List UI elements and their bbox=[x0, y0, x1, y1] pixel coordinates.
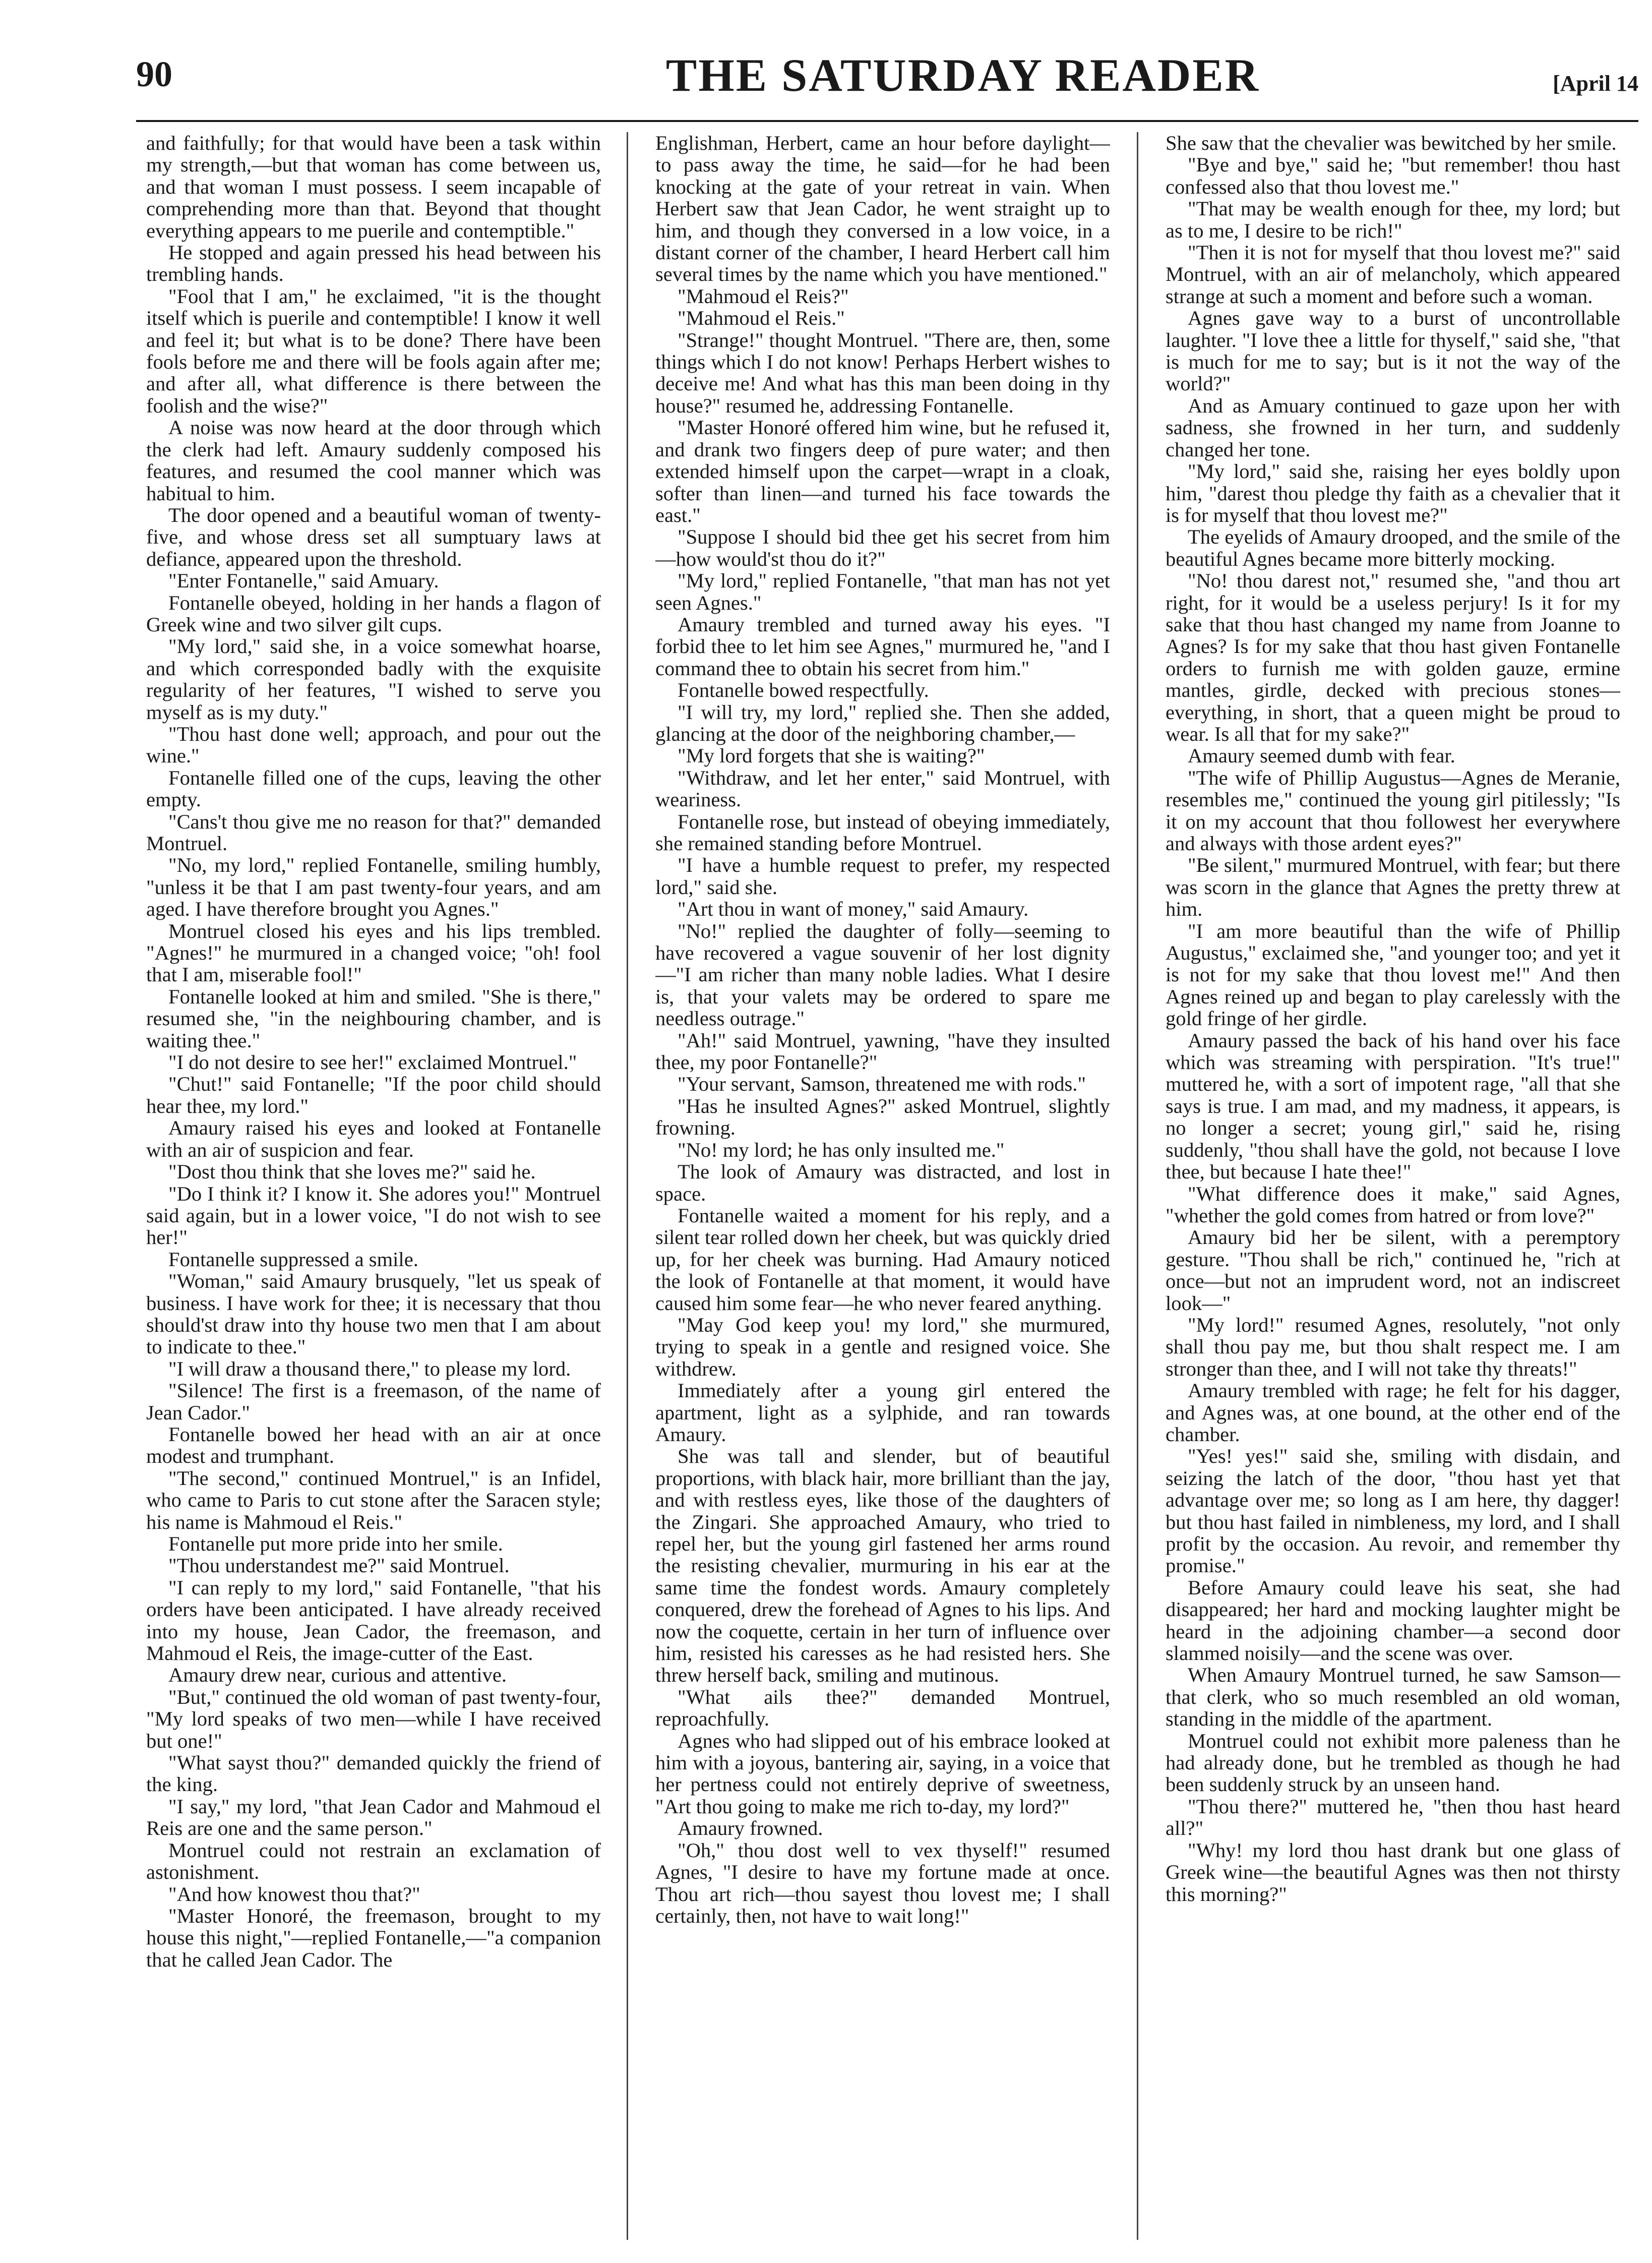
text-column-2 bbox=[655, 132, 1110, 2240]
paragraph: Montruel could not exhibit more paleness than he had already done, but he trembled as though he had been suddenly struck by an unseen hand. bbox=[1166, 1729, 1620, 1796]
paragraph: Montruel closed his eyes and his lips trembled. "Agnes!" he murmured in a changed voice; "oh! fool that I am, miserable fool!" bbox=[146, 919, 601, 986]
paragraph: "I say," my lord, "that Jean Cador and Mahmoud el Reis are one and the same person." bbox=[146, 1795, 601, 1840]
paragraph: "Chut!" said Fontanelle; "If the poor child should hear thee, my lord." bbox=[146, 1073, 601, 1117]
paragraph: "No, my lord," replied Fontanelle, smiling humbly, "unless it be that I am past twenty-four years, and am aged. I have therefore brought you Agnes." bbox=[146, 854, 601, 921]
paragraph: Amaury passed the back of his hand over his face which was streaming with perspiration. "It's true!" muttered he, with a sort of impotent rage, "all that she says is true. I am mad, and my madness, it appears, is no longer a secret; young girl," said he, rising suddenly, "thou shall have the gold, not because I love thee, but because I hate thee!" bbox=[1166, 1029, 1620, 1183]
paragraph: "Enter Fontanelle," said Amuary. bbox=[168, 569, 439, 592]
paragraph: "Mahmoud el Reis?" bbox=[678, 284, 849, 308]
paragraph: "Your servant, Samson, threatened me with rods." bbox=[678, 1073, 1086, 1096]
paragraph: "My lord forgets that she is waiting?" bbox=[678, 744, 985, 767]
paragraph: Amaury drew near, curious and attentive. bbox=[168, 1663, 507, 1687]
paragraph: "Then it is not for myself that thou lovest me?" said Montruel, with an air of melancholy, which appeared strange at such a moment and before such a woman. bbox=[1166, 241, 1620, 308]
paragraph: "No!" replied the daughter of folly—seeming to have recovered a vague souvenir of her lost dignity—"I am richer than many noble ladies. What I desire is, that your valets may be ordered to spare me needless outrage." bbox=[655, 919, 1110, 1030]
page-header bbox=[136, 48, 1638, 114]
paragraph: Fontanelle filled one of the cups, leaving the other empty. bbox=[146, 766, 601, 811]
paragraph: The look of Amaury was distracted, and lost in space. bbox=[655, 1160, 1110, 1205]
paragraph: "Mahmoud el Reis." bbox=[678, 307, 845, 330]
paragraph: Amaury raised his eyes and looked at Fontanelle with an air of suspicion and fear. bbox=[146, 1116, 601, 1161]
paragraph: "No! my lord; he has only insulted me." bbox=[678, 1138, 1005, 1161]
paragraph: Amaury trembled and turned away his eyes. "I forbid thee to let him see Agnes," murmured he, "and I command thee to obtain his secret from him." bbox=[655, 613, 1110, 680]
paragraph: "Woman," said Amaury brusquely, "let us speak of business. I have work for thee; it is necessary that thou should'st draw into thy house two men that I am about to indicate to thee." bbox=[146, 1270, 601, 1358]
masthead: THE SATURDAY READER bbox=[665, 49, 1260, 101]
paragraph: Fontanelle rose, but instead of obeying immediately, she remained standing before Montruel. bbox=[655, 810, 1110, 855]
paragraph: "The second," continued Montruel," is an Infidel, who came to Paris to cut stone after the Saracen style; his name is Mahmoud el Reis." bbox=[146, 1466, 601, 1533]
paragraph: "What sayst thou?" demanded quickly the friend of the king. bbox=[146, 1751, 601, 1796]
paragraph: "Withdraw, and let her enter," said Montruel, with weariness. bbox=[655, 766, 1110, 811]
paragraph: "The wife of Phillip Augustus—Agnes de Meranie, resembles me," continued the young girl pitilessly; "Is it on my account that thou followest her everywhere and always with those ardent eyes?" bbox=[1166, 766, 1620, 855]
paragraph: "Be silent," murmured Montruel, with fear; but there was scorn in the glance that Agnes the pretty threw at him. bbox=[1166, 854, 1620, 921]
paragraph: Fontanelle suppressed a smile. bbox=[168, 1247, 418, 1271]
paragraph: A noise was now heard at the door through which the clerk had left. Amaury suddenly composed his features, and resumed the cool manner which was habitual to him. bbox=[146, 416, 601, 505]
paragraph: "Thou hast done well; approach, and pour out the wine." bbox=[146, 722, 601, 767]
paragraph: Fontanelle looked at him and smiled. "She is there," resumed she, "in the neighbouring chamber, and is waiting thee." bbox=[146, 985, 601, 1052]
paragraph: "My lord," said she, raising her eyes boldly upon him, "darest thou pledge thy faith as a chevalier that it is for myself that thou lovest me?" bbox=[1166, 460, 1620, 526]
paragraph: "Silence! The first is a freemason, of the name of Jean Cador." bbox=[146, 1379, 601, 1424]
paragraph: Fontanelle bowed her head with an air at once modest and trumphant. bbox=[146, 1422, 601, 1468]
paragraph: "My lord," replied Fontanelle, "that man has not yet seen Agnes." bbox=[655, 569, 1110, 614]
paragraph: "Suppose I should bid thee get his secret from him—how would'st thou do it?" bbox=[655, 525, 1110, 570]
paragraph: "I will draw a thousand there," to please my lord. bbox=[168, 1357, 571, 1380]
paragraph: "Strange!" thought Montruel. "There are, then, some things which I do not know! Perhaps Herbert wishes to deceive me! And what has this man been doing in thy house?" resumed he, addressing Fontanelle. bbox=[655, 328, 1110, 417]
paragraph: Agnes gave way to a burst of uncontrollable laughter. "I love thee a little for thyself," said she, "that is much for me to say; but is it not the way of the world?" bbox=[1166, 307, 1620, 395]
paragraph: Fontanelle waited a moment for his reply, and a silent tear rolled down her cheek, but was quickly dried up, for her cheek was burning. Had Amaury noticed the look of Fontanelle at that moment, it would have caused him some fear—he who never feared anything. bbox=[655, 1204, 1110, 1315]
paragraph: "What ails thee?" demanded Montruel, reproachfully. bbox=[655, 1685, 1110, 1731]
paragraph: Amaury trembled with rage; he felt for his dagger, and Agnes was, at one bound, at the other end of the chamber. bbox=[1166, 1379, 1620, 1446]
page-number: 90 bbox=[136, 54, 172, 94]
paragraph: The eyelids of Amaury drooped, and the smile of the beautiful Agnes became more bitterly mocking. bbox=[1166, 525, 1620, 570]
paragraph: Immediately after a young girl entered the apartment, light as a sylphide, and ran towards Amaury. bbox=[655, 1379, 1110, 1446]
paragraph: "And how knowest thou that?" bbox=[168, 1882, 420, 1905]
paragraph: "Cans't thou give me no reason for that?" demanded Montruel. bbox=[146, 810, 601, 855]
text-column-3 bbox=[1166, 132, 1620, 2240]
paragraph: Englishman, Herbert, came an hour before daylight—to pass away the time, he said—for he had been knocking at the gate of your retreat in vain. When Herbert saw that Jean Cador, he went straight up to him, and though they conversed in a low voice, in a distant corner of the chamber, I heard Herbert call him several times by the name which you have mentioned." bbox=[655, 132, 1110, 286]
paragraph: "My lord," said she, in a voice somewhat hoarse, and which corresponded badly with the exquisite regularity of her features, "I wished to serve you myself as is my duty." bbox=[146, 635, 601, 724]
paragraph: "No! thou darest not," resumed she, "and thou art right, for it would be a useless perjury! Is it for my sake that thou hast changed my name from Joanne to Agnes? Is for my sake that thou hast given Fontanelle orders to furnish me with golden gauze, ermine mantles, girdle, decked with precious stones—everything, in short, that a queen might be proud to wear. Is all that for my sake?" bbox=[1166, 569, 1620, 745]
paragraph: "Dost thou think that she loves me?" said he. bbox=[168, 1160, 536, 1183]
paragraph: Amaury bid her be silent, with a peremptory gesture. "Thou shall be rich," continued he, "rich at once—but not an imprudent word, not an indiscreet look—" bbox=[1166, 1226, 1620, 1315]
paragraph: "I can reply to my lord," said Fontanelle, "that his orders have been anticipated. I have already received into my house, Jean Cador, the freemason, and Mahmoud el Reis, the image-cutter of the East. bbox=[146, 1576, 601, 1665]
header-rule bbox=[136, 120, 1638, 122]
paragraph: "Has he insulted Agnes?" asked Montruel, slightly frowning. bbox=[655, 1094, 1110, 1140]
paragraph: "Why! my lord thou hast drank but one glass of Greek wine—the beautiful Agnes was then not thirsty this morning?" bbox=[1166, 1838, 1620, 1905]
paragraph: Montruel could not restrain an exclamation of astonishment. bbox=[146, 1838, 601, 1884]
paragraph: "Master Honoré, the freemason, brought to my house this night,"—replied Fontanelle,—"a companion that he called Jean Cador. The bbox=[146, 1904, 601, 1971]
paragraph: "Oh," thou dost well to vex thyself!" resumed Agnes, "I desire to have my fortune made at once. Thou art rich—thou sayest thou lovest me; I shall certainly, then, not have to wait long!" bbox=[655, 1838, 1110, 1927]
paragraph: "Thou understandest me?" said Montruel. bbox=[168, 1554, 510, 1577]
paragraph: "But," continued the old woman of past twenty-four, "My lord speaks of two men—while I have received but one!" bbox=[146, 1685, 601, 1752]
paragraph: "I am more beautiful than the wife of Phillip Augustus," exclaimed she, "and younger too; and yet it is not for my sake that thou lovest me!" And then Agnes reined up and began to play carelessly with the gold fringe of her girdle. bbox=[1166, 919, 1620, 1030]
paragraph: "I have a humble request to prefer, my respected lord," said she. bbox=[655, 854, 1110, 899]
paragraph: Amaury frowned. bbox=[678, 1817, 823, 1840]
issue-date: [April 14 bbox=[1553, 71, 1638, 96]
paragraph: "My lord!" resumed Agnes, resolutely, "not only shall thou pay me, but thou shalt respect me. I am stronger than thee, and I will not take thy threats!" bbox=[1166, 1313, 1620, 1380]
paragraph: Fontanelle bowed respectfully. bbox=[678, 679, 929, 702]
paragraph: Fontanelle obeyed, holding in her hands a flagon of Greek wine and two silver gilt cups. bbox=[146, 591, 601, 636]
paragraph: "I will try, my lord," replied she. Then she added, glancing at the door of the neighboring chamber,— bbox=[655, 700, 1110, 745]
paragraph: and faithfully; for that would have been a task within my strength,—but that woman has come between us, and that woman I must possess. I seem incapable of comprehending more than that. Beyond that thought everything appears to me puerile and contemptible." bbox=[146, 132, 601, 242]
paragraph: "Master Honoré offered him wine, but he refused it, and drank two fingers deep of pure water; and then extended himself upon the carpet—wrapt in a cloak, softer than linen—and turned his face towards the east." bbox=[655, 416, 1110, 526]
paragraph: "Bye and bye," said he; "but remember! thou hast confessed also that thou lovest me." bbox=[1166, 153, 1620, 198]
paragraph: "What difference does it make," said Agnes, "whether the gold comes from hatred or from love?" bbox=[1166, 1182, 1620, 1227]
article-body bbox=[146, 132, 1628, 2240]
paragraph: "Do I think it? I know it. She adores you!" Montruel said again, but in a lower voice, "I do not wish to see her!" bbox=[146, 1182, 601, 1249]
paragraph: Before Amaury could leave his seat, she had disappeared; her hard and mocking laughter might be heard in the adjoining chamber—a second door slammed noisily—and the scene was over. bbox=[1166, 1576, 1620, 1665]
paragraph: When Amaury Montruel turned, he saw Samson—that clerk, who so much resembled an old woman, standing in the middle of the apartment. bbox=[1166, 1663, 1620, 1731]
paragraph: "Yes! yes!" said she, smiling with disdain, and seizing the latch of the door, "thou hast yet that advantage over me; so long as I am here, thy dagger! but thou hast failed in nimbleness, my lord, and I shall profit by the occasion. Au revoir, and remember thy promise." bbox=[1166, 1445, 1620, 1577]
paragraph: "Fool that I am," he exclaimed, "it is the thought itself which is puerile and contemptible! I know it well and feel it; but what is to be done? There have been fools before me and there will be fools again after me; and after all, what difference is there between the foolish and the wise?" bbox=[146, 284, 601, 417]
paragraph: She was tall and slender, but of beautiful proportions, with black hair, more brilliant than the jay, and with restless eyes, like those of the daughters of the Zingari. She approached Amaury, who tried to repel her, but the young girl fastened her arms round the resisting chevalier, murmuring in his ear at the same time the fondest words. Amaury completely conquered, drew the forehead of Agnes to his lips. And now the coquette, certain in her turn of influence over him, resisted his caresses as he had resisted hers. She threw herself back, smiling and mutinous. bbox=[655, 1445, 1110, 1687]
paragraph: "Art thou in want of money," said Amaury. bbox=[678, 898, 1029, 921]
paragraph: And as Amuary continued to gaze upon her with sadness, she frowned in her turn, and suddenly changed her tone. bbox=[1166, 394, 1620, 461]
paragraph: He stopped and again pressed his head between his trembling hands. bbox=[146, 241, 601, 286]
paragraph: Amaury seemed dumb with fear. bbox=[1188, 744, 1455, 767]
paragraph: "That may be wealth enough for thee, my lord; but as to me, I desire to be rich!" bbox=[1166, 197, 1620, 242]
paragraph: "I do not desire to see her!" exclaimed Montruel." bbox=[168, 1051, 577, 1074]
text-column-1 bbox=[146, 132, 601, 2240]
paragraph: "Ah!" said Montruel, yawning, "have they insulted thee, my poor Fontanelle?" bbox=[655, 1029, 1110, 1074]
paragraph: "Thou there?" muttered he, "then thou hast heard all?" bbox=[1166, 1795, 1620, 1840]
paragraph: She saw that the chevalier was bewitched by her smile. bbox=[1166, 132, 1617, 154]
paragraph: Fontanelle put more pride into her smile. bbox=[168, 1532, 503, 1555]
paragraph: The door opened and a beautiful woman of twenty-five, and whose dress set all sumptuary laws at defiance, appeared upon the threshold. bbox=[146, 503, 601, 570]
paragraph: Agnes who had slipped out of his embrace looked at him with a joyous, bantering air, saying, in a voice that her pertness could not entirely deprive of sweetness, "Art thou going to make me rich to-day, my lord?" bbox=[655, 1729, 1110, 1818]
paragraph: "May God keep you! my lord," she murmured, trying to speak in a gentle and resigned voice. She withdrew. bbox=[655, 1313, 1110, 1380]
